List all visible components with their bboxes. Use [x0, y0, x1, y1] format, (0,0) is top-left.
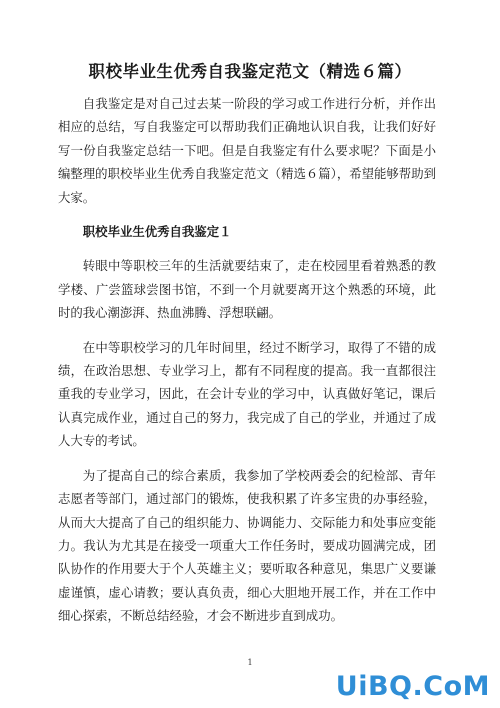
body-paragraph: 在中等职校学习的几年时间里，经过不断学习，取得了不错的成绩，在政治思想、专业学习上，都有不同程度的提高。我一直都很注重我的专业学习，因此，在会计专业的学习中，认真做好笔记，课后认真完成作业，通过自己的努力，我完成了自己的学业，并通过了成人大专的考试。: [58, 339, 436, 449]
document-title: 职校毕业生优秀自我鉴定范文（精选６篇）: [88, 62, 412, 81]
intro-paragraph: 自我鉴定是对自己过去某一阶段的学习或工作进行分析，并作出相应的总结，写自我鉴定可以帮助我们正确地认识自我，让我们好好写一份自我鉴定总结一下吧。但是自我鉴定有什么要求呢？下面是小编整理的职校毕业生优秀自我鉴定范文（精选６篇），希望能够帮助到大家。: [58, 96, 436, 205]
section-heading: 职校毕业生优秀自我鉴定１: [82, 224, 232, 240]
page-number: 1: [247, 658, 253, 667]
body-paragraph: 转眼中等职校三年的生活就要结束了，走在校园里看着熟悉的教学楼、广尝篮球尝图书馆，不到一个月就要离开这个熟悉的环境，此时的我心潮澎湃、热血沸腾、浮想联翩。: [58, 258, 436, 321]
body-paragraph: 为了提高自己的综合素质，我参加了学校两委会的纪检部、青年志愿者等部门，通过部门的锻炼，使我积累了许多宝贵的办事经验，从而大大提高了自己的组织能力、协调能力、交际能力和处事应变能力。我认为尤其是在接受一项重大工作任务时，要成功圆满完成，团队协作的作用要大于个人英雄主义；要听取各种意见，集思广义要谦虚谨慎，虚心请教；要认真负责，细心大胆地开展工作，并在工作中细心探索，不断总结经验，才会不断进步直到成功。: [58, 467, 436, 624]
document-body: [58, 92, 436, 639]
site-watermark: UiBQ.CoM: [335, 671, 490, 702]
